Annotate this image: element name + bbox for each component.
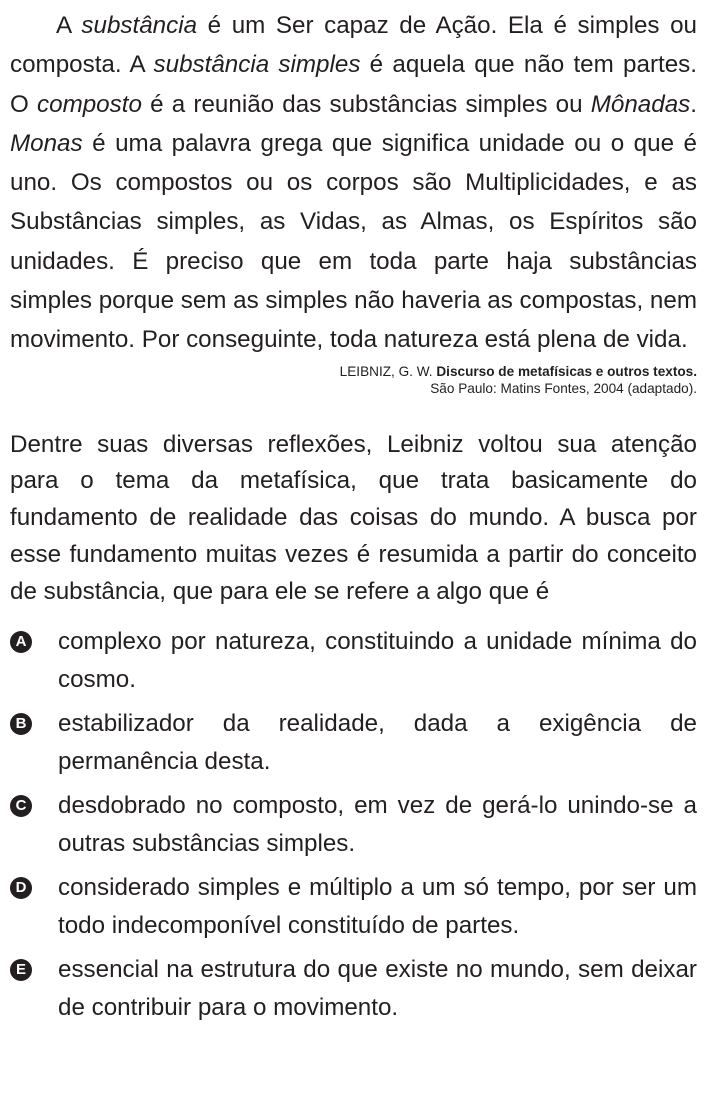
question-prompt: Dentre suas diversas reflexões, Leibniz voltou sua atenção para o tema da metafísica, que trata basicamente do fundamento de realidade das coisas do mundo. A busca por esse fundamento muitas vezes é resumida a partir do conceito de substância, que para ele se refere a algo que é	[10, 430, 697, 605]
answer-options	[10, 623, 697, 1027]
passage-text: é uma palavra grega que significa unidade ou o que é uno. Os compostos ou os corpos são Multiplicidades, e as Substâncias simples, as Vidas, as Almas, os Espíritos são unidades. É preciso que em toda parte haja substâncias simples porque sem as simples não haveria as compostas, nem movimento. Por conseguinte, toda natureza está plena de vida.	[10, 129, 697, 354]
citation-line-1	[10, 363, 697, 380]
option-b[interactable]	[10, 705, 697, 781]
option-text: estabilizador da realidade, dada a exigência de permanência desta.	[58, 709, 697, 775]
passage-text: é um Ser capaz de Ação. Ela é simples ou composta. A	[10, 12, 697, 79]
option-a[interactable]	[10, 623, 697, 699]
passage-emphasis: Monas	[10, 129, 83, 157]
option-text: desdobrado no composto, em vez de gerá-lo unindo-se a outras substâncias simples.	[58, 791, 697, 857]
option-letter-badge: B	[10, 713, 32, 735]
passage-text: é a reunião das substâncias simples ou	[141, 90, 591, 118]
option-d[interactable]	[10, 869, 697, 945]
passage-text: é aquela que não tem partes. O	[10, 51, 697, 118]
passage-text: A	[56, 12, 82, 39]
option-text: complexo por natureza, constituindo a unidade mínima do cosmo.	[58, 627, 697, 693]
passage-text: .	[690, 90, 697, 118]
passage-emphasis: composto	[37, 90, 142, 118]
citation-author: LEIBNIZ, G. W.	[339, 363, 437, 379]
option-text: essencial na estrutura do que existe no mundo, sem deixar de contribuir para o movimento.	[58, 955, 697, 1021]
option-e[interactable]	[10, 951, 697, 1027]
passage-emphasis: substância	[81, 12, 198, 39]
passage-emphasis: substância simples	[153, 51, 361, 79]
option-text: considerado simples e múltiplo a um só tempo, por ser um todo indecomponível constituído de partes.	[58, 873, 697, 939]
option-letter-badge: C	[10, 795, 32, 817]
leibniz-passage	[10, 0, 697, 360]
source-citation	[10, 363, 697, 397]
option-letter-badge: E	[10, 959, 32, 981]
citation-publisher: São Paulo: Matins Fontes, 2004 (adaptado).	[430, 380, 697, 396]
passage-emphasis: Mônadas	[590, 90, 691, 118]
option-letter-badge: D	[10, 877, 32, 899]
option-letter-badge: A	[10, 631, 32, 653]
citation-title: Discurso de metafísicas e outros textos.	[436, 363, 697, 379]
question-page	[10, 0, 697, 1033]
option-c[interactable]	[10, 787, 697, 863]
